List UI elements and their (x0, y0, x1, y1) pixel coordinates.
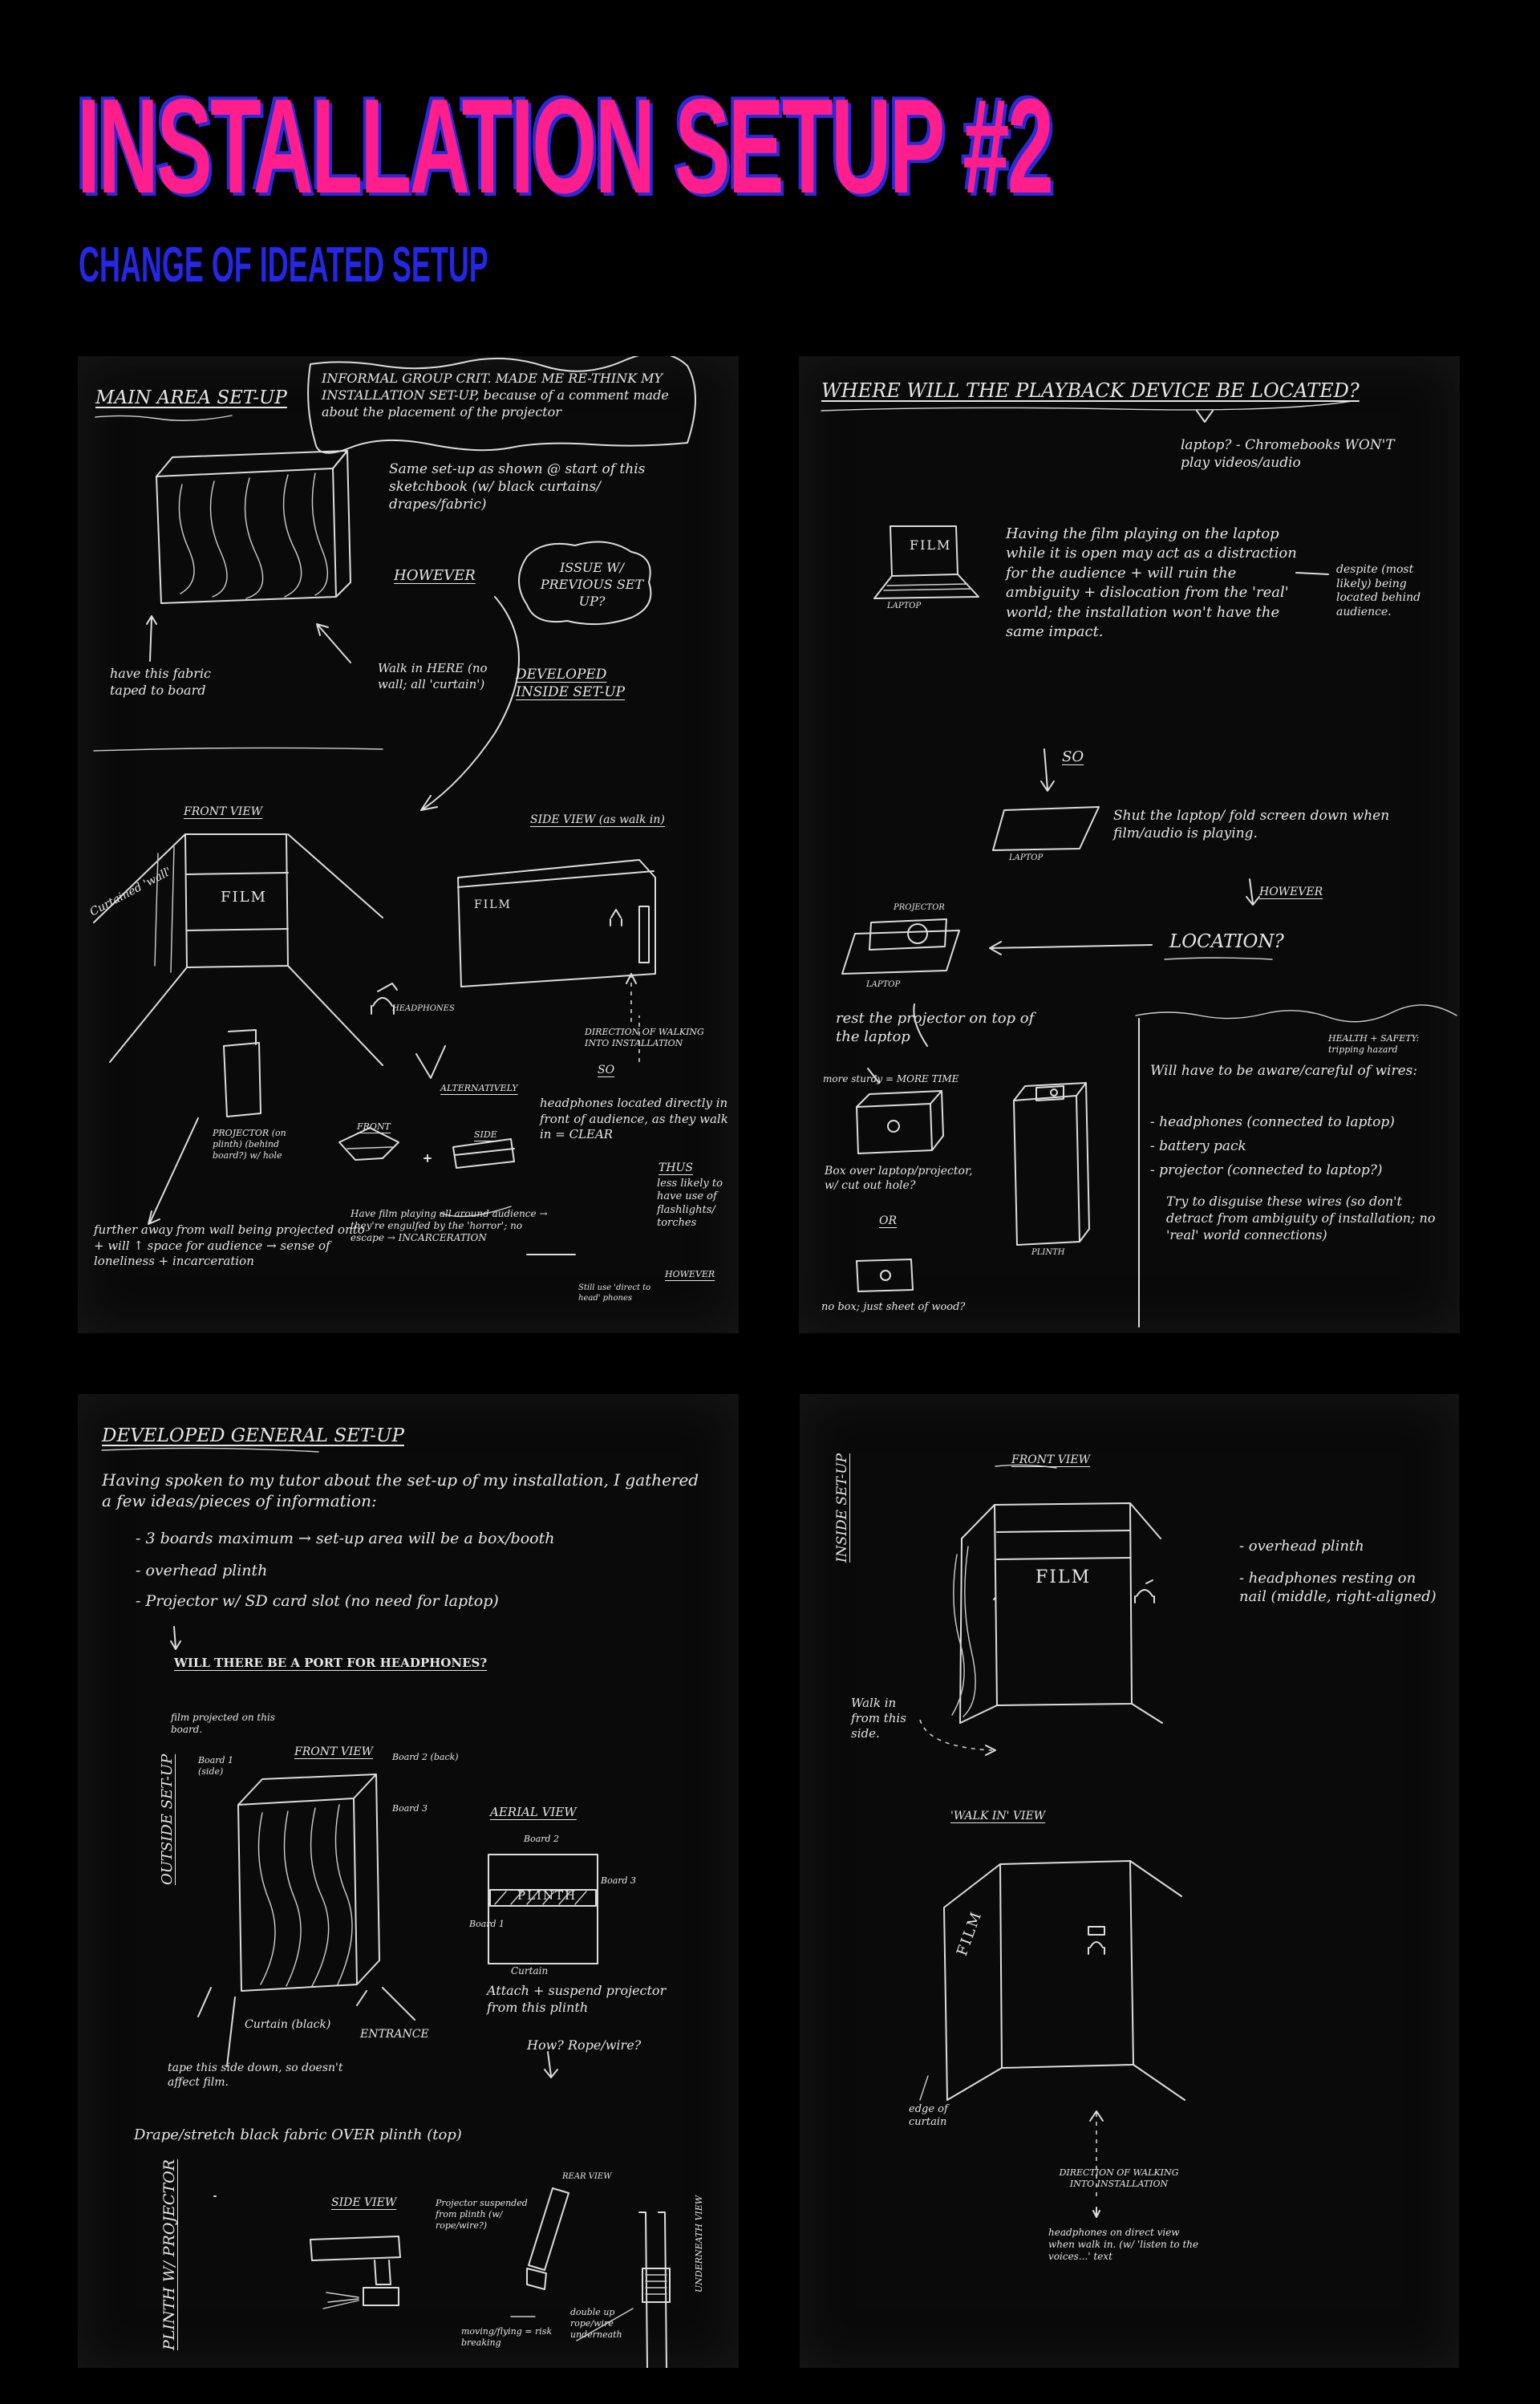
bullet-plinth: - overhead plinth (136, 1562, 268, 1579)
laptop-film-label: FILM (910, 537, 952, 553)
board3-label: Board 3 (392, 1803, 428, 1814)
rest-projector-note: rest the projector on top of the laptop (836, 1010, 1035, 1046)
wires-heading: Will have to be aware/careful of wires: (1150, 1063, 1418, 1079)
however-label: HOWEVER (1259, 886, 1323, 898)
panel-developed-general-setup (78, 1394, 739, 2368)
aerial-curtain: Curtain (511, 1965, 549, 1976)
wire-battery: - battery pack (1150, 1138, 1246, 1154)
headphones-direct-note: headphones on direct view when walk in. (w/ 'listen to the voices...' text (1048, 2227, 1199, 2262)
front-label: FRONT (357, 1121, 391, 1132)
side-film-label: FILM (474, 898, 512, 911)
attach-note: Attach + suspend projector from this plinth (487, 1983, 667, 2015)
closed-laptop-label: LAPTOP (1009, 853, 1044, 862)
bullet-boards: - 3 boards maximum → set-up area will be a box/booth (136, 1530, 555, 1547)
aerial-view-label: AERIAL VIEW (490, 1805, 577, 1819)
outside-setup-label: OUTSIDE SET-UP (159, 1753, 176, 1885)
front-view-label: FRONT VIEW (184, 805, 263, 818)
intro-note: Having spoken to my tutor about the set-up of my installation, I gathered a few ideas/pieces of information: (102, 1470, 699, 1510)
health-safety-note: HEALTH + SAFETY: tripping hazard (1328, 1033, 1420, 1055)
no-box-note: no box; just sheet of wood? (821, 1301, 966, 1313)
panel3-heading: DEVELOPED GENERAL SET-UP (102, 1425, 404, 1446)
wire-projector: - projector (connected to laptop?) (1150, 1162, 1383, 1178)
suspended-note: Projector suspended from plinth (w/ rope/wire?) (436, 2198, 528, 2231)
front-view-label: FRONT VIEW (294, 1745, 374, 1758)
same-setup-note: Same set-up as shown @ start of this sketchbook (w/ black curtains/ drapes/fabric) (389, 461, 646, 513)
panel-playback-device (799, 356, 1460, 1333)
thus-label: THUS (659, 1161, 693, 1174)
crit-note: INFORMAL GROUP CRIT. MADE ME RE-THINK MY INSTALLATION SET-UP, because of a comment made about the placement of the projector (322, 371, 669, 420)
underneath-view-label: UNDERNEATH VIEW (694, 2195, 704, 2293)
tape-side-note: tape this side down, so doesn't affect film. (168, 2061, 343, 2089)
or-label: OR (879, 1214, 898, 1227)
entrance-label: ENTRANCE (360, 2028, 429, 2041)
walk-in-side-note: Walk in from this side. (851, 1696, 906, 1741)
rest-laptop-label: LAPTOP (866, 980, 901, 989)
panel-main-area-setup (78, 356, 739, 1333)
laptop-question: laptop? - Chromebooks WON'T play videos/audio (1181, 437, 1395, 472)
film-projected-note: film projected on this board. (171, 1712, 275, 1735)
alternatively-label: ALTERNATIVELY (440, 1083, 518, 1093)
more-sturdy-note: more sturdy = MORE TIME (823, 1073, 959, 1084)
location-label: LOCATION? (1169, 931, 1284, 952)
fabric-note: have this fabric taped to board (110, 666, 212, 698)
so-label: SO (598, 1064, 615, 1076)
inside-setup-label: INSIDE SET-UP (834, 1453, 850, 1563)
direction-label: DIRECTION OF WALKING INTO INSTALLATION (1059, 2167, 1179, 2189)
side-view-label: SIDE VIEW (331, 2196, 397, 2209)
headphones-note: headphones located directly in front of audience, as they walk in = CLEAR (540, 1096, 728, 1141)
page-subtitle: CHANGE OF IDEATED SETUP (79, 237, 488, 293)
how-note: How? Rope/wire? (527, 2037, 642, 2053)
less-likely-note: less likely to have use of flashlights/ torches (657, 1178, 723, 1229)
drape-note: Drape/stretch black fabric OVER plinth (top) (134, 2126, 462, 2143)
film-around-note: Have film playing all around audience → they're engulfed by the 'horror'; no escape → INCARCERATION (351, 1208, 548, 1243)
side-label: SIDE (474, 1129, 497, 1140)
further-note: further away from wall being projected onto + will ↑ space for audience → sense of loneliness + incarceration (94, 1222, 365, 1268)
rear-view-label: REAR VIEW (562, 2172, 612, 2181)
board2-label: Board 2 (back) (392, 1752, 459, 1762)
moving-risk-note: moving/flying = risk breaking (461, 2326, 553, 2348)
overhead-plinth-note: - overhead plinth (1239, 1538, 1364, 1555)
projector-label: PROJECTOR (894, 903, 945, 912)
despite-note: despite (most likely) being located behind audience. (1336, 563, 1421, 618)
side-film-label: FILM (954, 1908, 986, 1959)
headphones-port-question: WILL THERE BE A PORT FOR HEADPHONES? (174, 1656, 488, 1670)
board1-label: Board 1 (side) (198, 1755, 234, 1777)
panel1-heading: MAIN AREA SET-UP (95, 387, 287, 408)
wire-headphones: - headphones (connected to laptop) (1150, 1114, 1395, 1130)
aerial-plinth: PLINTH (517, 1888, 578, 1903)
front-view-label: FRONT VIEW (1011, 1453, 1091, 1466)
plinth-projector-label: PLINTH W/ PROJECTOR (160, 2159, 178, 2350)
developed-inside-label: DEVELOPED INSIDE SET-UP (516, 667, 626, 701)
laptop-label: LAPTOP (887, 602, 922, 610)
shut-laptop-note: Shut the laptop/ fold screen down when film/audio is playing. (1113, 808, 1390, 842)
direction-label: DIRECTION OF WALKING INTO INSTALLATION (585, 1027, 704, 1048)
projector-label: PROJECTOR (on plinth) (behind board?) w/ hole (213, 1128, 286, 1161)
issue-cloud-text: ISSUE W/ PREVIOUS SET UP? (540, 560, 644, 609)
front-film-label: FILM (1035, 1567, 1092, 1587)
however-label: HOWEVER (394, 567, 476, 584)
disguise-note: Try to disguise these wires (so don't detract from ambiguity of installation; no 'real' world connections) (1166, 1194, 1436, 1243)
curtained-wall-label: Curtained 'wall' (87, 865, 174, 919)
headphones-label: HEADPHONES (392, 1004, 455, 1013)
edge-curtain-note: edge of curtain (909, 2103, 948, 2129)
box-over-note: Box over laptop/projector, w/ cut out hole? (825, 1165, 973, 1192)
aerial-board2: Board 2 (524, 1834, 560, 1844)
walk-in-note: Walk in HERE (no wall; all 'curtain') (378, 661, 488, 691)
so-label: SO (1062, 748, 1084, 765)
side-view-label: SIDE VIEW (as walk in) (530, 813, 665, 826)
panel-inside-setup (800, 1394, 1459, 2368)
curtain-black-label: Curtain (black) (245, 2018, 331, 2031)
still-use-note: Still use 'direct to head' phones (578, 1283, 651, 1303)
bullet-projector: - Projector w/ SD card slot (no need for laptop) (136, 1592, 499, 1610)
double-up-note: double up rope/wire underneath (570, 2307, 622, 2340)
walk-in-view-label: 'WALK IN' VIEW (950, 1810, 1046, 1822)
having-film-note: Having the film playing on the laptop while it is open may act as a distraction for the audience + will ruin the ambiguity + dislocation from the 'real' world; the installation won't have the same impact. (1006, 525, 1297, 641)
panel2-heading: WHERE WILL THE PLAYBACK DEVICE BE LOCATED? (821, 379, 1360, 402)
aerial-board3: Board 3 (601, 1875, 637, 1886)
film-label: FILM (221, 889, 267, 906)
however2-label: HOWEVER (665, 1269, 715, 1279)
plinth-label: PLINTH (1031, 1248, 1065, 1257)
headphones-resting-note: - headphones resting on nail (middle, right-aligned) (1239, 1570, 1437, 1606)
page-title: INSTALLATION SETUP #2 (77, 71, 1052, 221)
aerial-board1: Board 1 (469, 1919, 505, 1929)
